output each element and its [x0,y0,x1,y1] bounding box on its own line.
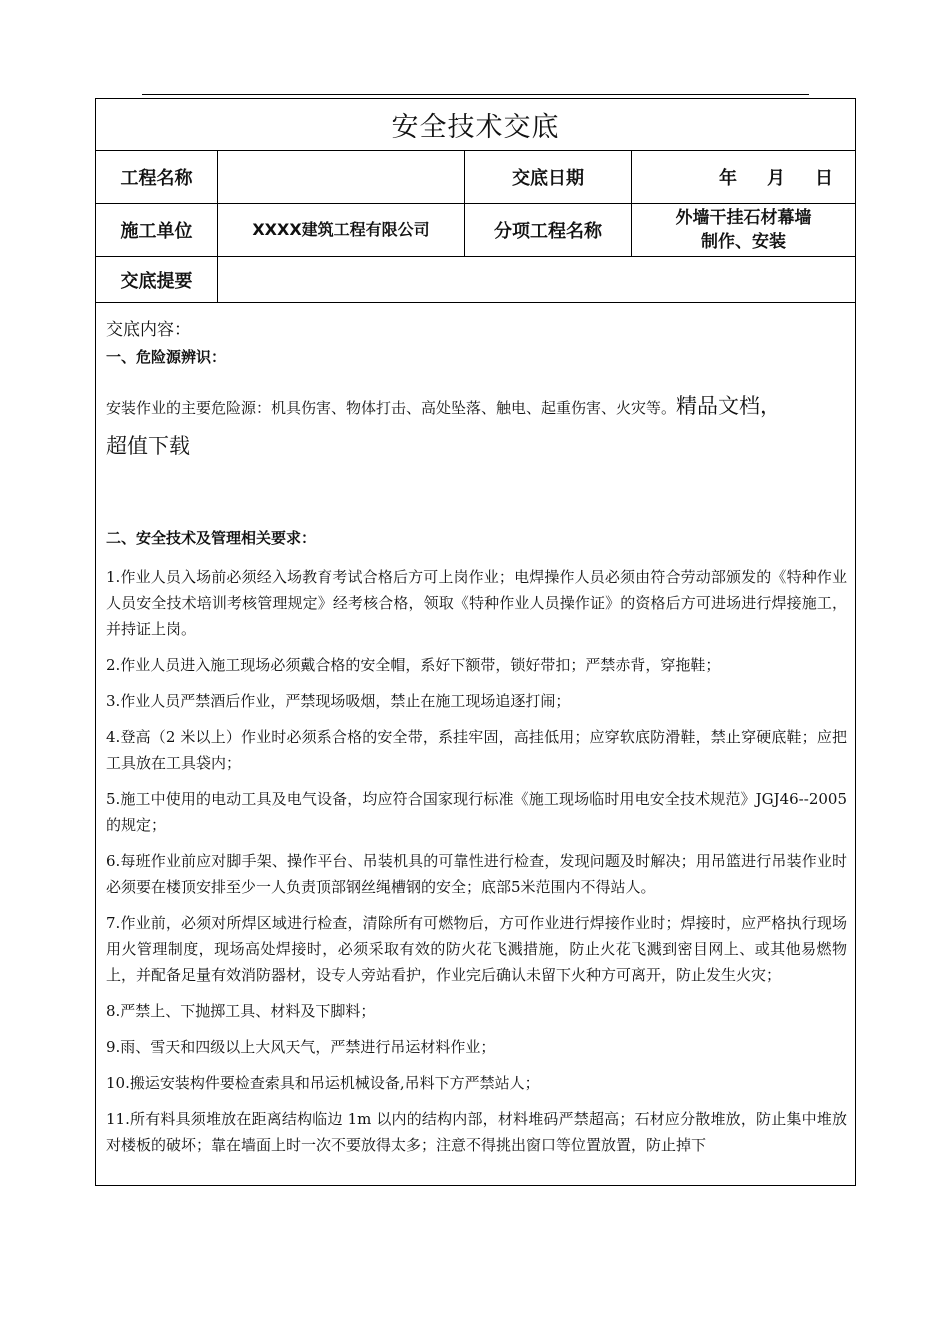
summary-label: 交底提要 [120,270,193,292]
section2-title: 二、安全技术及管理相关要求： [106,529,317,547]
project-name-label: 工程名称 [120,168,193,189]
promo-text-a: 精品文档， [676,394,782,418]
list-item: 5.施工中使用的电动工具及电气设备，均应符合国家现行标准《施工现场临时用电安全技术规范》JGJ46--2005 的规定； [106,790,847,834]
safety-briefing-form [95,98,856,1186]
unit-label: 施工单位 [120,221,193,242]
unit-row [96,204,855,257]
sub-project-value-line1: 外墙干挂石材幕墙 [675,208,812,228]
form-title: 安全技术交底 [391,112,560,143]
summary-value [217,257,855,302]
list-item: 6.每班作业前应对脚手架、操作平台、吊装机具的可靠性进行检查，发现问题及时解决；用吊篮进行吊装作业时必须要在楼顶安排至少一人负责顶部钢丝绳槽钢的安全；底部5米范围内不得站人。 [106,852,847,896]
date-month: 月 [767,168,785,189]
list-item: 1.作业人员入场前必须经入场教育考试合格后方可上岗作业；电焊操作人员必须由符合劳动部颁发的《特种作业人员安全技术培训考核管理规定》经考核合格，领取《特种作业人员操作证》的资格后方可进场进行焊接施工，并持证上岗。 [106,568,847,638]
date-day: 日 [815,168,833,189]
requirements-list [106,564,847,1158]
list-item: 9.雨、雪天和四级以上大风天气，严禁进行吊运材料作业； [106,1038,496,1056]
sub-project-value [631,204,855,256]
section1-title: 一、危险源辨识： [106,348,227,366]
sub-project-label: 分项工程名称 [464,204,631,256]
promo-text-b: 超值下载 [106,434,190,458]
list-item: 4.登高（2 米以上）作业时必须系合格的安全带，系挂牢固，高挂低用；应穿软底防滑鞋，禁止穿硬底鞋；应把工具放在工具袋内； [106,728,847,772]
header-rule [142,94,809,95]
list-item: 3.作业人员严禁酒后作业，严禁现场吸烟，禁止在施工现场追逐打闹； [106,692,571,710]
hazard-paragraph [106,395,847,457]
title-row [96,99,855,151]
date-label: 交底日期 [464,151,631,203]
list-item: 7.作业前，必须对所焊区域进行检查，清除所有可燃物后，方可作业进行焊接作业时；焊接时，应严格执行现场用火管理制度，现场高处焊接时，必须采取有效的防火花飞溅措施，防止火花飞溅到密目网上、或其他易燃物上，并配备足量有效消防器材，设专人旁站看护，作业完后确认未留下火种方可离开，防止发生火灾； [106,914,847,984]
unit-value: XXXX建筑工程有限公司 [217,204,464,256]
summary-row [96,257,855,303]
hazard-text: 安装作业的主要危险源：机具伤害、物体打击、高处坠落、触电、起重伤害、火灾等。 [106,399,677,417]
list-item: 2.作业人员进入施工现场必须戴合格的安全帽，系好下额带，锁好带扣；严禁赤背，穿拖鞋； [106,656,721,674]
list-item: 11.所有料具须堆放在距离结构临边 1m 以内的结构内部，材料堆码严禁超高；石材应分散堆放，防止集中堆放对楼板的破坏；靠在墙面上时一次不要放得太多；注意不得挑出窗口等位置放置，防止掉下 [106,1110,847,1154]
list-item: 10.搬运安装构件要检查索具和吊运机械设备,吊料下方严禁站人； [106,1074,540,1092]
project-name-value [217,151,464,203]
briefing-content [96,303,855,1168]
date-year: 年 [719,168,737,189]
content-lead: 交底内容： [106,320,191,340]
date-value [631,151,855,203]
list-item: 8.严禁上、下抛掷工具、材料及下脚料； [106,1002,376,1020]
project-row [96,151,855,204]
sub-project-value-line2: 制作、安装 [701,232,786,252]
